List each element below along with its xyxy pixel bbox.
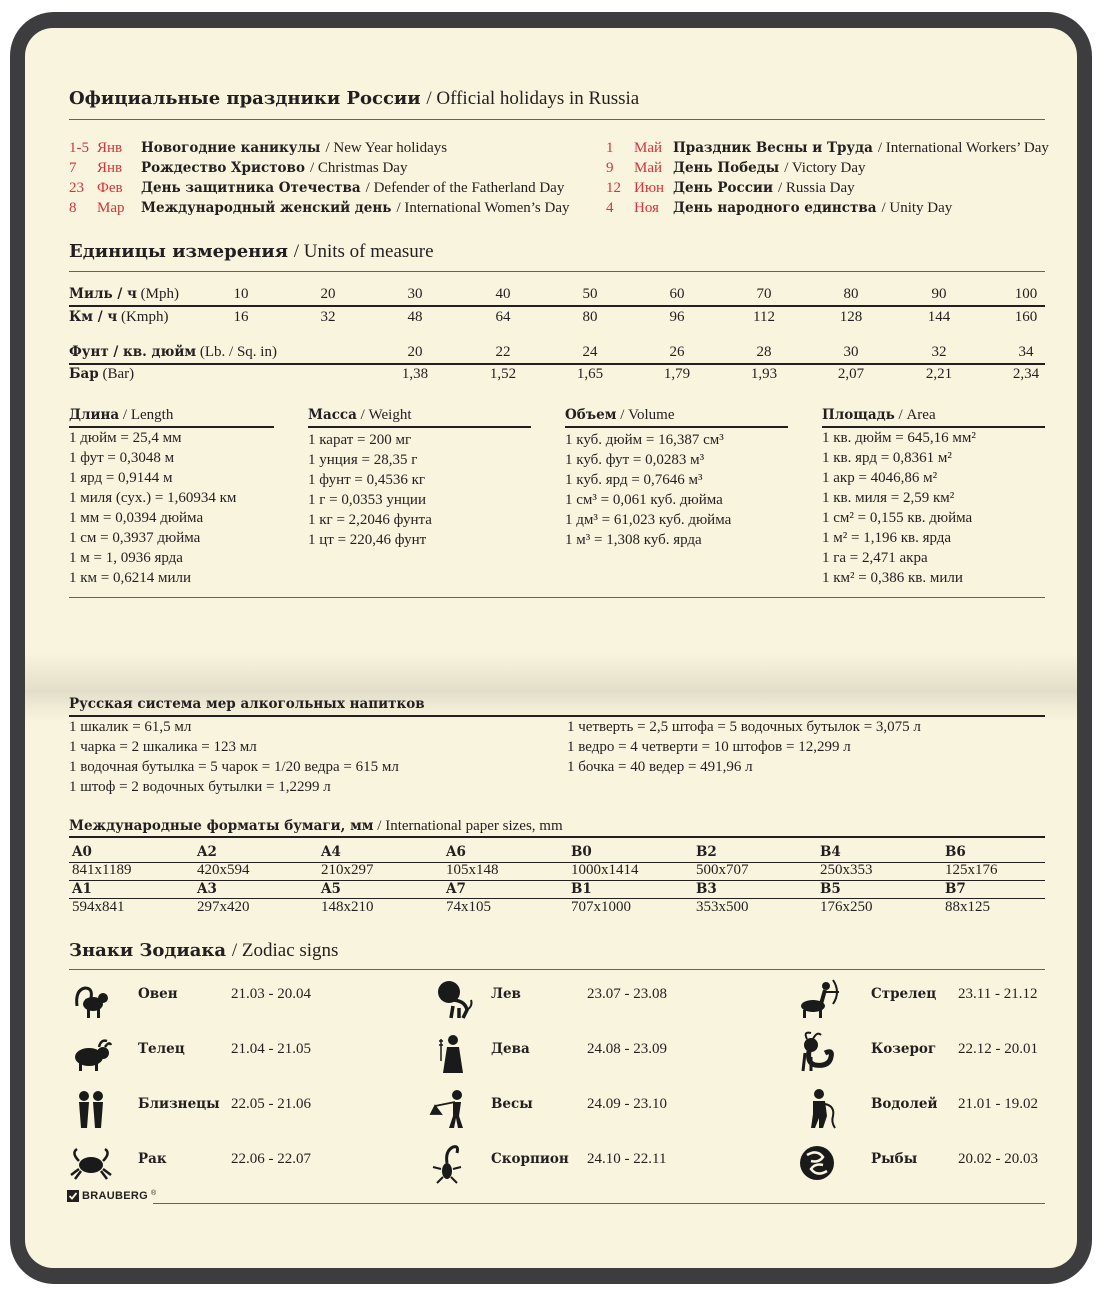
unit-value: 1,52 — [489, 366, 517, 382]
conversion-item: 1 кв. ярд = 0,8361 м² — [822, 450, 952, 466]
paper-format-size: 841x1189 — [72, 862, 132, 878]
holiday-month: Май — [634, 160, 663, 176]
unit-value: 96 — [669, 309, 685, 325]
paper-format-name: B7 — [945, 881, 966, 897]
zodiac-dates: 20.02 - 20.03 — [958, 1151, 1038, 1167]
alcohol-right-list — [567, 717, 921, 777]
paper-format-size: 297x420 — [197, 899, 250, 915]
alcohol-title: Русская система мер алкогольных напитков — [69, 696, 425, 712]
brand-logo — [67, 1190, 156, 1202]
holiday-day: 7 — [69, 160, 77, 176]
conversion-item: 1 фунт = 0,4536 кг — [308, 472, 426, 488]
holiday-day: 1 — [606, 140, 614, 156]
unit-value: 90 — [931, 286, 947, 302]
conversion-item: 1 м² = 1,196 кв. ярда — [822, 530, 952, 546]
holiday-row — [606, 158, 866, 178]
psi-label: Фунт / кв. дюйм (Lb. / Sq. in) — [69, 344, 277, 360]
holiday-month: Фев — [97, 180, 123, 196]
paper-format-size: 74x105 — [446, 899, 491, 915]
unit-value: 10 — [233, 286, 249, 302]
conversion-item: 1 фут = 0,3048 м — [69, 450, 175, 466]
leo-icon — [429, 976, 477, 1024]
footer-divider — [153, 1203, 1045, 1204]
paper-divider — [69, 836, 1045, 838]
conversion-item: 1 водочная бутылка = 5 чарок = 1/20 ведра = 615 мл — [69, 759, 399, 775]
unit-value: 30 — [843, 344, 859, 360]
zodiac-dates: 24.08 - 23.09 — [587, 1041, 667, 1057]
conversion-item: 1 г = 0,0353 унции — [308, 492, 426, 508]
zodiac-dates: 22.06 - 22.07 — [231, 1151, 311, 1167]
unit-value: 144 — [927, 309, 951, 325]
zodiac-name: Дева — [491, 1041, 530, 1057]
paper-format-size: 500x707 — [696, 862, 749, 878]
conversion-item: 1 дюйм = 25,4 мм — [69, 430, 182, 446]
unit-value: 64 — [495, 309, 511, 325]
area-title: Площадь / Area — [822, 407, 936, 423]
zodiac-dates: 21.04 - 21.05 — [231, 1041, 311, 1057]
pressure-divider — [69, 363, 1045, 365]
unit-value: 50 — [582, 286, 598, 302]
units-bottom-divider — [69, 597, 1045, 598]
holiday-name-ru: День защитника Отечества — [141, 180, 361, 196]
zodiac-dates: 22.12 - 20.01 — [958, 1041, 1038, 1057]
unit-value: 16 — [233, 309, 249, 325]
paper-format-size: 707x1000 — [571, 899, 631, 915]
conversion-item: 1 куб. ярд = 0,7646 м³ — [565, 472, 703, 488]
holiday-name-ru: Праздник Весны и Труда — [673, 140, 873, 156]
scorpio-icon — [429, 1141, 477, 1189]
area-list — [822, 428, 976, 588]
conversion-item: 1 ведро = 4 четверти = 10 штофов = 12,299 л — [567, 739, 851, 755]
unit-value: 1,38 — [401, 366, 429, 382]
length-list — [69, 428, 236, 588]
conversion-item: 1 м³ = 1,308 куб. ярда — [565, 532, 702, 548]
zodiac-name: Рыбы — [871, 1151, 918, 1167]
holiday-name-ru: Новогодние каникулы — [141, 140, 321, 156]
conversion-item: 1 га = 2,471 акра — [822, 550, 928, 566]
holiday-name-ru: Рождество Христово — [141, 160, 305, 176]
conversion-item: 1 штоф = 2 водочных бутылки = 1,2299 л — [69, 779, 331, 795]
conversion-item: 1 четверть = 2,5 штофа = 5 водочных бутылок = 3,075 л — [567, 719, 921, 735]
volume-divider — [565, 426, 788, 428]
zodiac-dates: 22.05 - 21.06 — [231, 1096, 311, 1112]
holiday-name-ru: День России — [673, 180, 773, 196]
paper-format-size: 594x841 — [72, 899, 125, 915]
holiday-name-en: / Christmas Day — [309, 160, 408, 176]
zodiac-name: Овен — [138, 986, 178, 1002]
weight-list — [308, 430, 432, 550]
unit-value: 80 — [843, 286, 859, 302]
conversion-item: 1 ярд = 0,9144 м — [69, 470, 173, 486]
conversion-item: 1 км = 0,6214 мили — [69, 570, 192, 586]
paper-format-size: 420x594 — [197, 862, 250, 878]
taurus-icon — [69, 1031, 117, 1079]
holiday-name-ru: День народного единства — [673, 200, 877, 216]
paper-format-name: B3 — [696, 881, 717, 897]
holiday-month: Янв — [97, 140, 123, 156]
unit-value: 112 — [753, 309, 775, 325]
holiday-day: 8 — [69, 200, 77, 216]
zodiac-name: Стрелец — [871, 986, 937, 1002]
libra-icon — [429, 1086, 477, 1134]
paper-format-size: 353x500 — [696, 899, 749, 915]
conversion-item: 1 карат = 200 мг — [308, 432, 412, 448]
holiday-name-en: / International Workers’ Day — [877, 140, 1049, 156]
conversion-item: 1 дм³ = 61,023 куб. дюйма — [565, 512, 732, 528]
holiday-row — [69, 178, 564, 198]
paper-format-name: B5 — [820, 881, 841, 897]
zodiac-dates: 21.03 - 20.04 — [231, 986, 311, 1002]
capricorn-icon — [795, 1031, 843, 1079]
holiday-day: 4 — [606, 200, 614, 216]
conversion-item: 1 миля (сух.) = 1,60934 км — [69, 490, 237, 506]
holiday-row — [606, 178, 855, 198]
zodiac-dates: 24.10 - 22.11 — [587, 1151, 667, 1167]
holiday-row — [69, 138, 447, 158]
unit-value: 24 — [582, 344, 598, 360]
holidays-title: Официальные праздники России / Official holidays in Russia — [69, 88, 640, 109]
conversion-item: 1 кв. дюйм = 645,16 мм² — [822, 430, 976, 446]
holiday-name-en: / Defender of the Fatherland Day — [365, 180, 565, 196]
zodiac-dates: 24.09 - 23.10 — [587, 1096, 667, 1112]
conversion-item: 1 км² = 0,386 кв. мили — [822, 570, 963, 586]
holiday-month: Мар — [97, 200, 125, 216]
cancer-icon — [69, 1141, 117, 1189]
paper-format-size: 125x176 — [945, 862, 998, 878]
conversion-item: 1 куб. дюйм = 16,387 см³ — [565, 432, 724, 448]
brand-check-icon — [67, 1190, 79, 1202]
paper-format-name: B2 — [696, 844, 717, 860]
zodiac-name: Телец — [138, 1041, 185, 1057]
weight-title: Масса / Weight — [308, 407, 412, 423]
unit-value: 1,65 — [576, 366, 604, 382]
holiday-name-en: / New Year holidays — [325, 140, 448, 156]
holiday-name-en: / International Women’s Day — [396, 200, 570, 216]
conversion-item: 1 куб. фут = 0,0283 м³ — [565, 452, 705, 468]
sagittarius-icon — [795, 976, 843, 1024]
holiday-day: 23 — [69, 180, 84, 196]
paper-format-size: 250x353 — [820, 862, 873, 878]
mph-label: Миль / ч (Mph) — [69, 286, 179, 302]
zodiac-dates: 23.11 - 21.12 — [958, 986, 1038, 1002]
unit-value: 32 — [931, 344, 947, 360]
unit-value: 160 — [1014, 309, 1038, 325]
paper-format-name: B1 — [571, 881, 592, 897]
unit-value: 28 — [756, 344, 772, 360]
conversion-item: 1 м = 1, 0936 ярда — [69, 550, 183, 566]
conversion-item: 1 кг = 2,2046 фунта — [308, 512, 432, 528]
unit-value: 20 — [407, 344, 423, 360]
paper-format-name: B4 — [820, 844, 841, 860]
zodiac-dates: 21.01 - 19.02 — [958, 1096, 1038, 1112]
unit-value: 48 — [407, 309, 423, 325]
paper-format-size: 88x125 — [945, 899, 990, 915]
length-title: Длина / Length — [69, 407, 174, 423]
zodiac-name: Рак — [138, 1151, 167, 1167]
unit-value: 2,21 — [925, 366, 953, 382]
holiday-row — [69, 198, 570, 218]
holiday-name-ru: Международный женский день — [141, 200, 392, 216]
holiday-day: 12 — [606, 180, 621, 196]
paper-format-size: 1000x1414 — [571, 862, 639, 878]
paper-format-size: 176x250 — [820, 899, 873, 915]
holiday-day: 1-5 — [69, 140, 89, 156]
holiday-name-en: / Russia Day — [777, 180, 855, 196]
paper-format-name: A3 — [197, 881, 217, 897]
kmph-label: Км / ч (Kmph) — [69, 309, 169, 325]
conversion-item: 1 кв. миля = 2,59 км² — [822, 490, 955, 506]
paper-format-name: A4 — [321, 844, 341, 860]
zodiac-name: Лев — [491, 986, 521, 1002]
unit-value: 128 — [839, 309, 863, 325]
unit-value: 2,34 — [1012, 366, 1040, 382]
unit-value: 34 — [1018, 344, 1034, 360]
pisces-icon — [795, 1141, 843, 1189]
paper-format-name: B6 — [945, 844, 966, 860]
holiday-row — [606, 198, 952, 218]
brand-mark: ® — [150, 1190, 157, 1197]
bar-label: Бар (Bar) — [69, 366, 135, 382]
zodiac-name: Скорпион — [491, 1151, 569, 1167]
holiday-row — [69, 158, 407, 178]
zodiac-divider — [69, 969, 1045, 970]
holiday-name-ru: День Победы — [673, 160, 780, 176]
holiday-day: 9 — [606, 160, 614, 176]
paper-format-name: A7 — [446, 881, 466, 897]
gemini-icon — [69, 1086, 117, 1134]
unit-value: 70 — [756, 286, 772, 302]
conversion-item: 1 см = 0,3937 дюйма — [69, 530, 201, 546]
conversion-item: 1 цт = 220,46 фунт — [308, 532, 427, 548]
volume-title: Объем / Volume — [565, 407, 675, 423]
unit-value: 60 — [669, 286, 685, 302]
unit-value: 32 — [320, 309, 336, 325]
unit-value: 100 — [1014, 286, 1038, 302]
zodiac-dates: 23.07 - 23.08 — [587, 986, 667, 1002]
brand-name: BRAUBERG — [82, 1190, 148, 1202]
paper-format-size: 148x210 — [321, 899, 374, 915]
unit-value: 22 — [495, 344, 511, 360]
unit-value: 40 — [495, 286, 511, 302]
unit-value: 1,79 — [663, 366, 691, 382]
page — [25, 28, 1077, 1268]
paper-format-size: 210x297 — [321, 862, 374, 878]
unit-value: 30 — [407, 286, 423, 302]
holidays-divider — [69, 119, 1045, 120]
virgo-icon — [429, 1031, 477, 1079]
units-title: Единицы измерения / Units of measure — [69, 241, 434, 262]
conversion-item: 1 бочка = 40 ведер = 491,96 л — [567, 759, 753, 775]
paper-format-name: A2 — [197, 844, 217, 860]
paper-format-size: 105x148 — [446, 862, 499, 878]
zodiac-name: Близнецы — [138, 1096, 220, 1112]
conversion-item: 1 мм = 0,0394 дюйма — [69, 510, 204, 526]
conversion-item: 1 шкалик = 61,5 мл — [69, 719, 192, 735]
holiday-month: Май — [634, 140, 663, 156]
volume-list — [565, 430, 731, 550]
holiday-row — [606, 138, 1049, 158]
aquarius-icon — [795, 1086, 843, 1134]
holiday-name-en: / Unity Day — [881, 200, 953, 216]
holiday-month: Янв — [97, 160, 123, 176]
zodiac-name: Водолей — [871, 1096, 938, 1112]
zodiac-name: Весы — [491, 1096, 533, 1112]
holiday-name-en: / Victory Day — [784, 160, 866, 176]
conversion-item: 1 чарка = 2 шкалика = 123 мл — [69, 739, 257, 755]
zodiac-name: Козерог — [871, 1041, 937, 1057]
aries-icon — [69, 976, 117, 1024]
paper-format-name: B0 — [571, 844, 592, 860]
weight-divider — [308, 426, 531, 428]
unit-value: 2,07 — [837, 366, 865, 382]
paper-format-name: A5 — [321, 881, 341, 897]
holiday-month: Июн — [634, 180, 665, 196]
unit-value: 20 — [320, 286, 336, 302]
units-divider — [69, 271, 1045, 272]
paper-title: Международные форматы бумаги, мм / International paper sizes, mm — [69, 818, 563, 834]
paper-format-name: A6 — [446, 844, 466, 860]
unit-value: 80 — [582, 309, 598, 325]
conversion-item: 1 унция = 28,35 г — [308, 452, 418, 468]
zodiac-title: Знаки Зодиака / Zodiac signs — [69, 940, 339, 961]
paper-format-name: A0 — [72, 844, 92, 860]
holiday-month: Ноя — [634, 200, 659, 216]
paper-format-name: A1 — [72, 881, 92, 897]
unit-value: 1,93 — [750, 366, 778, 382]
conversion-item: 1 см³ = 0,061 куб. дюйма — [565, 492, 723, 508]
unit-value: 26 — [669, 344, 685, 360]
conversion-item: 1 акр = 4046,86 м² — [822, 470, 938, 486]
alcohol-left-list — [69, 717, 399, 797]
conversion-item: 1 см² = 0,155 кв. дюйма — [822, 510, 973, 526]
